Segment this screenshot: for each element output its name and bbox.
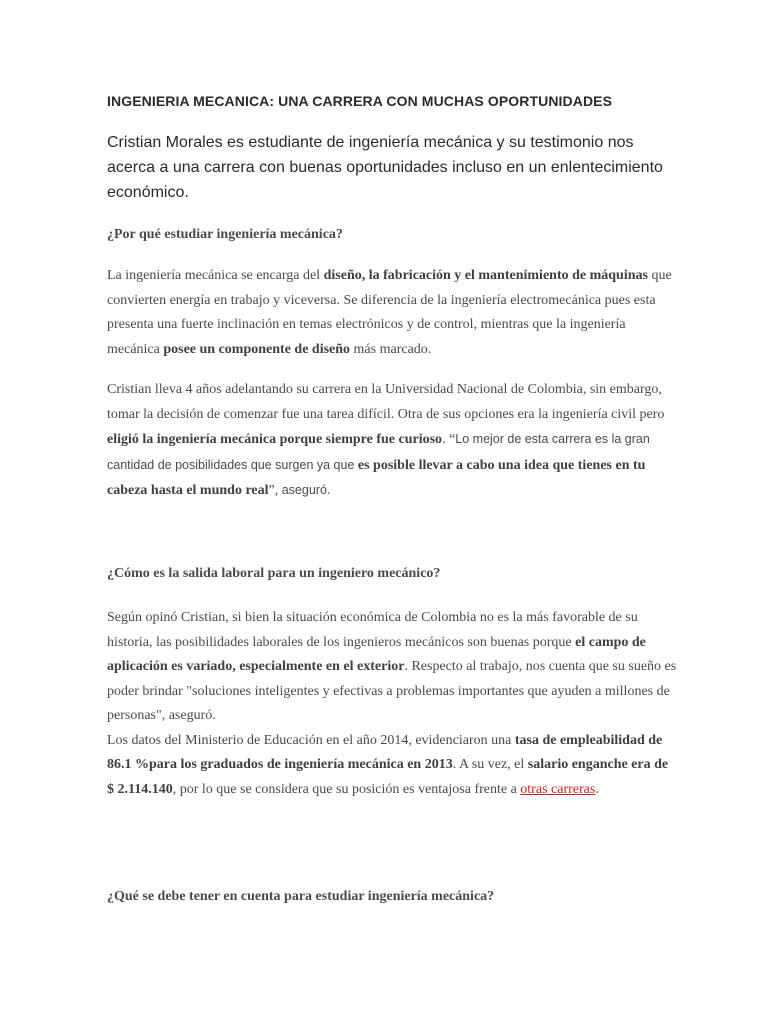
text-run: Cristian lleva 4 años adelantando su carrera en la Universidad Nacional de Colombia, sin embargo, tomar la decisión de comenzar fue una tarea difícil. Otra de sus opciones era la ingeniería civil pero [107, 382, 665, 422]
text-run: . Respecto al trabajo, nos cuenta que su sueño es poder brindar "soluciones inteligentes y efectivas a problemas importantes que ayuden a millones de personas", aseguró. [107, 659, 677, 723]
text-run: que convierten energía en trabajo y viceversa. Se diferencia de la ingeniería electromecánica pues esta presenta una fuerte inclinación en temas electrónicos y de control, mientras que la ingeniería mecánica [107, 268, 672, 357]
quote-run: Lo mejor de esta carrera es la gran cantidad de posibilidades que surgen ya que [107, 432, 650, 472]
section-heading-considerations: ¿Qué se debe tener en cuenta para estudiar ingeniería mecánica? [107, 889, 495, 904]
text-run: Según opinó Cristian, si bien la situación económica de Colombia no es la más favorable de su historia, las posibilidades laborales de los ingenieros mecánicos son buenas porque [107, 610, 638, 650]
bold-run: posee un componente de diseño [163, 341, 351, 357]
paragraph-testimony [107, 378, 677, 504]
section-heading-job-market: ¿Cómo es la salida laboral para un ingeniero mecánico? [107, 566, 441, 581]
text-run: , por lo que se considera que su posición es ventajosa frente a [172, 781, 521, 797]
document-title: INGENIERIA MECANICA: UNA CARRERA CON MUCHAS OPORTUNIDADES [107, 93, 613, 109]
text-run: . A su vez, el [452, 757, 528, 772]
text-run: . “ [442, 432, 456, 447]
bold-run: tasa de empleabilidad de 86.1 %para los graduados de ingeniería mecánica en 2013 [107, 732, 663, 772]
paragraph-definition [107, 264, 677, 362]
otras-carreras-link[interactable]: otras carreras [520, 781, 596, 797]
quote-run: aseguró [281, 483, 327, 497]
bold-run: salario enganche era de $ 2.114.140 [107, 757, 669, 797]
text-run: Los datos del Ministerio de Educación en el año 2014, evidenciaron una [107, 732, 515, 748]
document-subtitle: Cristian Morales es estudiante de ingeniería mecánica y su testimonio nos acerca a una carrera con buenas oportunidades incluso en un enlentecimiento económico. [107, 134, 663, 201]
text-run: . [595, 781, 599, 797]
bold-run: diseño, la fabricación y el mantenimiento de máquinas [323, 268, 648, 283]
text-run: La ingeniería mecánica se encarga del [107, 268, 324, 283]
paragraph-job-market [107, 606, 677, 802]
section-heading-why-study: ¿Por qué estudiar ingeniería mecánica? [107, 227, 343, 242]
bold-run: es posible llevar a cabo una idea que tienes en tu cabeza hasta el mundo real [107, 457, 646, 498]
text-run: ”, [268, 483, 282, 498]
text-run: más marcado. [350, 341, 432, 357]
text-run: . [326, 483, 331, 498]
bold-run: eligió la ingeniería mecánica porque siempre fue curioso [107, 432, 443, 447]
bold-run: el campo de aplicación es variado, especialmente en el exterior [107, 634, 646, 674]
